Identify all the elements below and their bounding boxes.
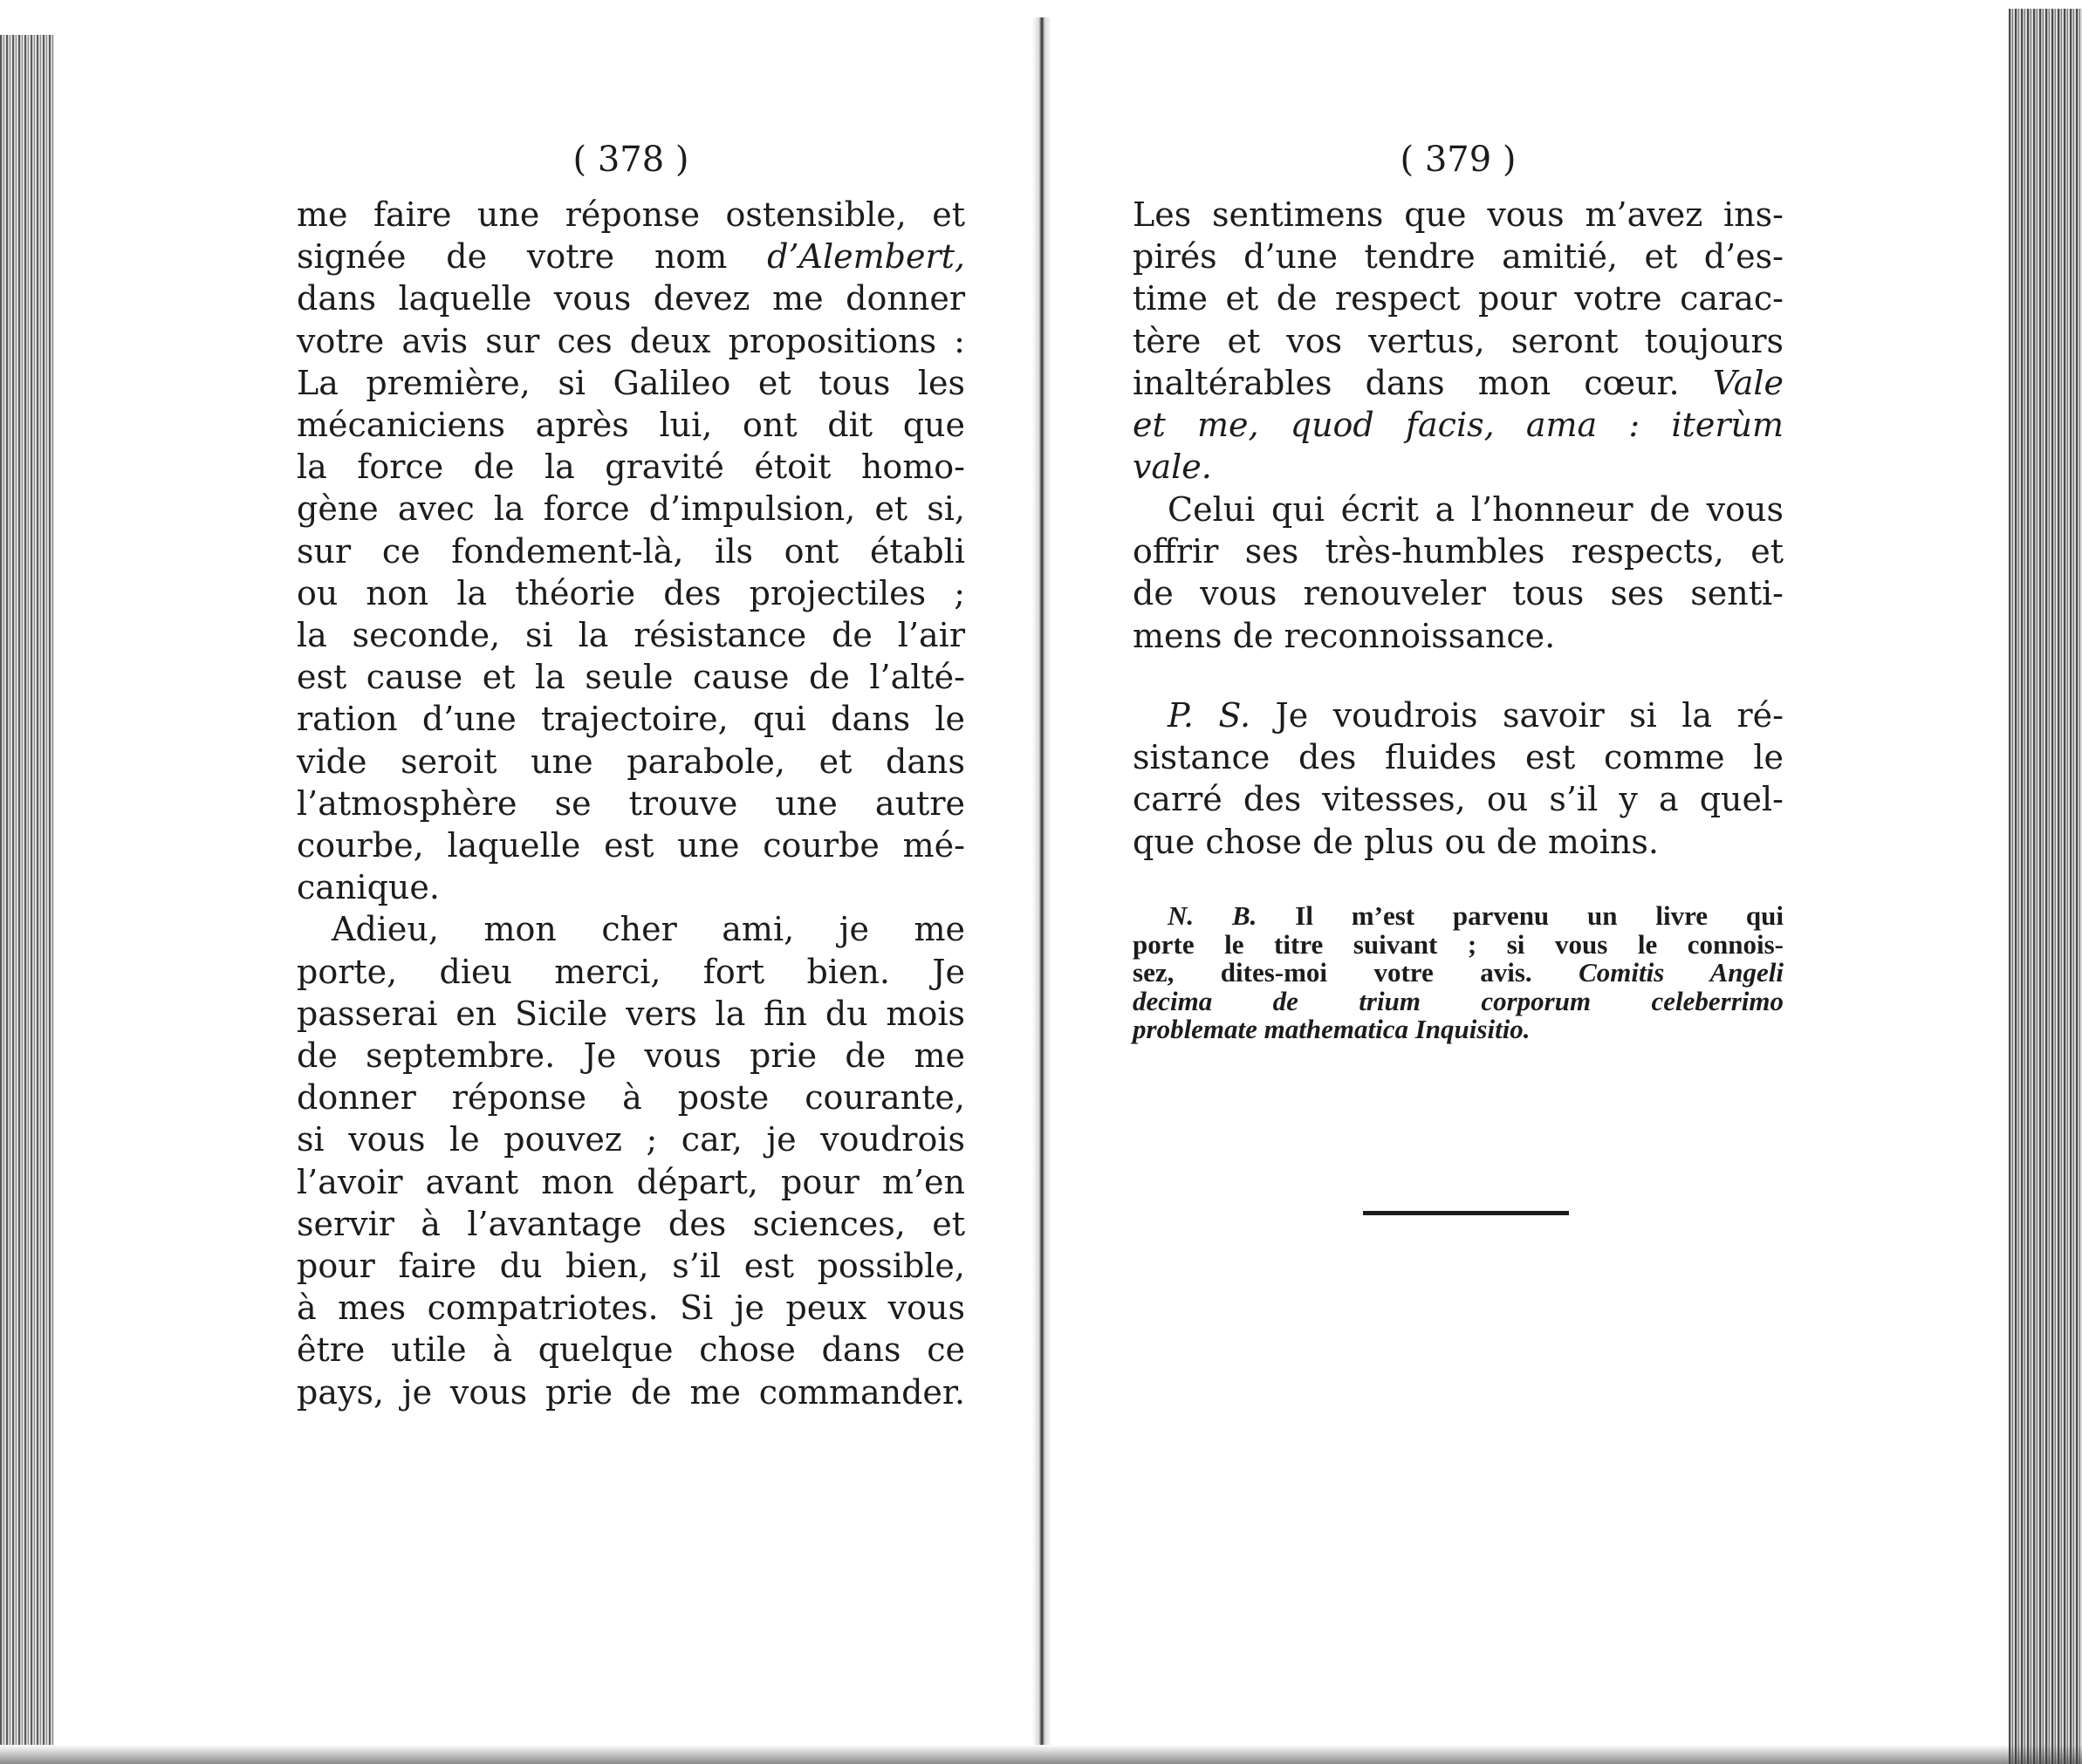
text-line: La première, si Galileo et tous les bbox=[297, 363, 965, 402]
text-line: pirés d’une tendre amitié, et d’es- bbox=[1133, 237, 1784, 277]
text-line: votre avis sur ces deux propositions : bbox=[297, 321, 965, 360]
text-line: et me, quod facis, ama : iterùm bbox=[1133, 406, 1784, 445]
nota-bene-note bbox=[1133, 902, 1784, 1044]
text-line: dans laquelle vous devez me donner bbox=[297, 279, 965, 318]
text-line: sez, dites-moi votre avis. Comitis Angeli bbox=[1133, 957, 1784, 988]
right-paragraph-2 bbox=[1133, 489, 1784, 657]
text-line: de vous renouveler tous ses senti- bbox=[1133, 574, 1784, 613]
text-line: donner réponse à poste courante, bbox=[297, 1078, 965, 1118]
bottom-shadow bbox=[0, 1745, 2082, 1764]
text-line: mens de reconnoissance. bbox=[1133, 616, 1556, 655]
text-line: sur ce fondement-là, ils ont établi bbox=[297, 531, 965, 571]
text-line: porte le titre suivant ; si vous le connois- bbox=[1133, 928, 1784, 960]
text-line: me faire une réponse ostensible, et bbox=[297, 195, 965, 234]
text-line: passerai en Sicile vers la fin du mois bbox=[297, 994, 965, 1033]
left-page-edges bbox=[0, 35, 54, 1745]
text-line: canique. bbox=[297, 868, 440, 907]
text-line: à mes compatriotes. Si je peux vous bbox=[297, 1289, 965, 1328]
text-line: carré des vitesses, ou s’il y a quel- bbox=[1133, 780, 1784, 819]
text-line: signée de votre nom d’Alembert, bbox=[297, 237, 965, 277]
text-line: vale. bbox=[1133, 448, 1212, 487]
right-page-edges bbox=[2009, 9, 2082, 1764]
italic-latin: Comitis Angeli bbox=[1579, 957, 1784, 988]
end-rule bbox=[1363, 1211, 1569, 1215]
right-paragraph-1 bbox=[1133, 194, 1784, 488]
text-line: pour faire du bien, s’il est possible, bbox=[297, 1247, 965, 1286]
text-line: N. B. Il m’est parvenu un livre qui bbox=[1168, 900, 1784, 931]
page-number-right: ( 379 ) bbox=[1400, 140, 1517, 180]
text-line: vide seroit une parabole, et dans bbox=[297, 742, 965, 781]
text-line: la force de la gravité étoit homo- bbox=[297, 448, 965, 487]
text-line: problemate mathematica Inquisitio. bbox=[1133, 1014, 1531, 1044]
left-page-text bbox=[297, 194, 965, 1413]
book-gutter bbox=[1032, 17, 1051, 1745]
text-line: servir à l’avantage des sciences, et bbox=[297, 1204, 965, 1243]
ps-label: P. S. bbox=[1168, 696, 1251, 735]
postscript bbox=[1133, 694, 1784, 863]
italic-name: d’Alembert, bbox=[767, 237, 965, 277]
text-line: tère et vos vertus, seront toujours bbox=[1133, 321, 1784, 360]
text-line: time et de respect pour votre carac- bbox=[1133, 279, 1784, 318]
text-line: P. S. Je voudrois savoir si la ré- bbox=[1168, 696, 1784, 735]
text-line: porte, dieu merci, fort bien. Je bbox=[297, 952, 965, 991]
text-line: ration d’une trajectoire, qui dans le bbox=[297, 700, 965, 739]
nb-label: N. B. bbox=[1168, 900, 1257, 931]
text-line: si vous le pouvez ; car, je voudrois bbox=[297, 1120, 965, 1159]
text-line: l’avoir avant mon départ, pour m’en bbox=[297, 1162, 965, 1201]
text-line: sistance des fluides est comme le bbox=[1133, 738, 1784, 777]
text-line: inaltérables dans mon cœur. Vale bbox=[1133, 363, 1784, 402]
text-line: mécaniciens après lui, ont dit que bbox=[297, 406, 965, 445]
text-line: Celui qui écrit a l’honneur de vous bbox=[1168, 490, 1784, 529]
text-line: de septembre. Je vous prie de me bbox=[297, 1036, 965, 1076]
text-line: ou non la théorie des projectiles ; bbox=[297, 573, 965, 612]
page-number-left: ( 378 ) bbox=[572, 140, 689, 180]
text-line: decima de trium corporum celeberrimo bbox=[1133, 985, 1784, 1016]
text-line: Les sentimens que vous m’avez ins- bbox=[1133, 195, 1784, 234]
text-line: est cause et la seule cause de l’alté- bbox=[297, 658, 965, 697]
text-line: la seconde, si la résistance de l’air bbox=[297, 616, 965, 655]
text-line: que chose de plus ou de moins. bbox=[1133, 822, 1659, 861]
text-line: être utile à quelque chose dans ce bbox=[297, 1330, 965, 1370]
text-line: courbe, laquelle est une courbe mé- bbox=[297, 826, 965, 865]
text-line: l’atmosphère se trouve une autre bbox=[297, 783, 965, 823]
italic-latin: Vale bbox=[1712, 363, 1784, 402]
text-line: offrir ses très-humbles respects, et bbox=[1133, 532, 1784, 571]
text-line: pays, je vous prie de me commander. bbox=[297, 1372, 965, 1412]
text-line: Adieu, mon cher ami, je me bbox=[332, 910, 965, 949]
text-line: gène avec la force d’impulsion, et si, bbox=[297, 489, 965, 529]
